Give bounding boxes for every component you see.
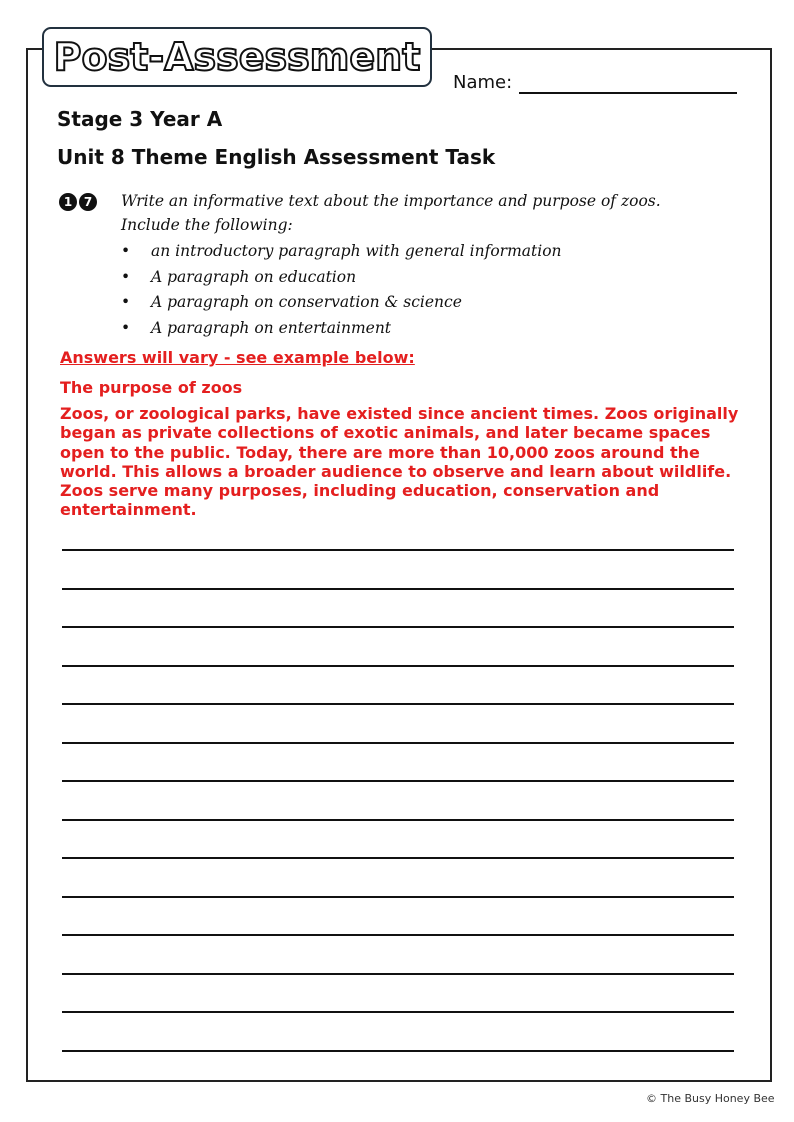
stage-heading: Stage 3 Year A [57, 107, 223, 131]
writing-line[interactable] [62, 1050, 734, 1052]
example-title: The purpose of zoos [60, 378, 243, 397]
requirements-list [121, 239, 562, 341]
copyright: © The Busy Honey Bee [646, 1092, 775, 1105]
name-field[interactable] [519, 92, 737, 94]
task-heading: Unit 8 Theme English Assessment Task [57, 145, 496, 169]
writing-line[interactable] [62, 934, 734, 936]
answer-note: Answers will vary - see example below: [60, 348, 415, 367]
writing-line[interactable] [62, 703, 734, 705]
writing-line[interactable] [62, 626, 734, 628]
writing-line[interactable] [62, 819, 734, 821]
writing-line[interactable] [62, 896, 734, 898]
list-item: • A paragraph on entertainment [121, 316, 562, 342]
list-item: • A paragraph on conservation & science [121, 290, 562, 316]
writing-line[interactable] [62, 857, 734, 859]
title-banner [42, 27, 432, 87]
writing-line[interactable] [62, 742, 734, 744]
badge-1: 1 [59, 193, 77, 211]
instruction-line: Include the following: [121, 216, 293, 234]
name-label: Name: [453, 72, 513, 93]
writing-line[interactable] [62, 588, 734, 590]
outcome-badges [59, 193, 97, 211]
instruction-line: Write an informative text about the importance and purpose of zoos. [121, 192, 661, 210]
badge-7: 7 [79, 193, 97, 211]
page-title: Post-Assessment [53, 35, 421, 79]
example-paragraph: Zoos, or zoological parks, have existed since ancient times. Zoos originally began as private collections of exotic animals, and later became spaces open to the public. Today, there are more than 10,000 zoos around the world. This allows a broader audience to observe and learn about wildlife. Zoos serve many purposes, including education, conservation and entertainment. [60, 404, 739, 520]
writing-line[interactable] [62, 973, 734, 975]
writing-line[interactable] [62, 1011, 734, 1013]
list-item: • A paragraph on education [121, 265, 562, 291]
writing-line[interactable] [62, 549, 734, 551]
writing-line[interactable] [62, 780, 734, 782]
list-item: • an introductory paragraph with general information [121, 239, 562, 265]
writing-line[interactable] [62, 665, 734, 667]
instructions [121, 189, 661, 237]
